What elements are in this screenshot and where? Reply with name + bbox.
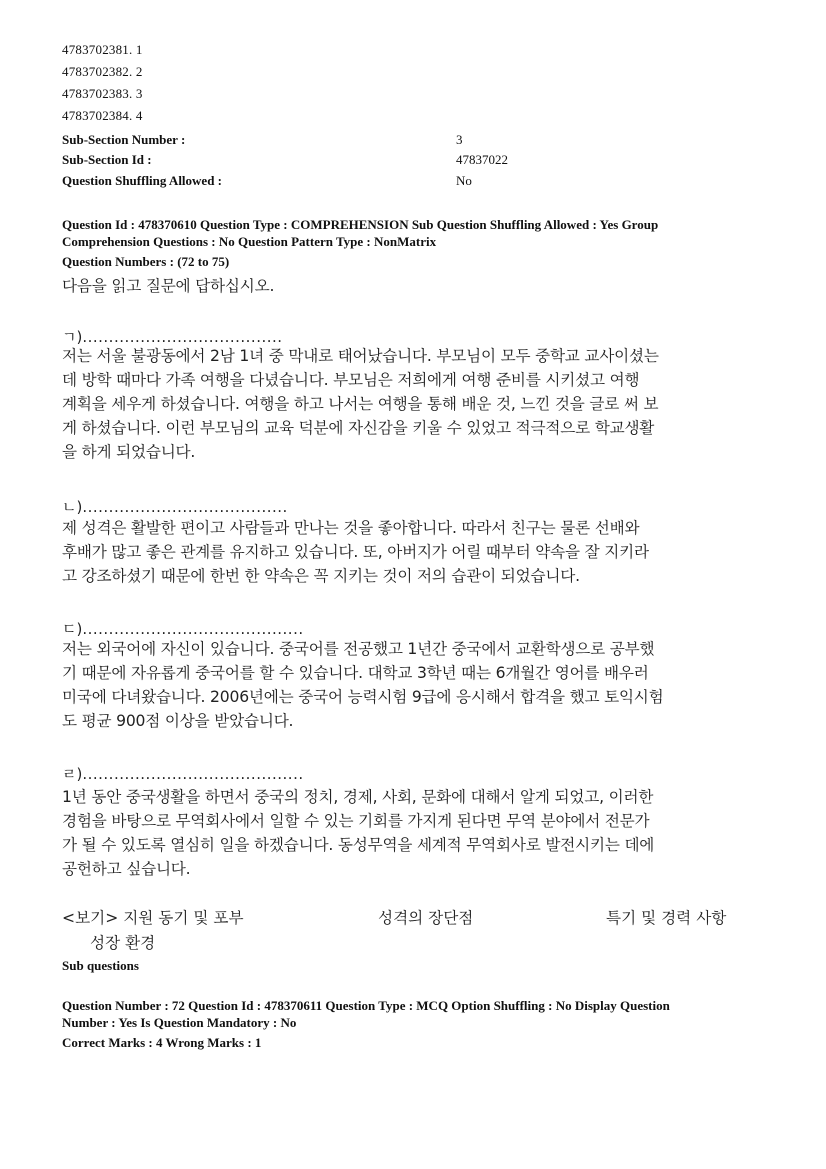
paragraph-line: 가 될 수 있도록 열심히 일을 하겠습니다. 동성무역을 세계적 무역회사로 발전시키는 데에 (62, 836, 655, 854)
subsection-number-row (62, 132, 762, 148)
section-marker-label: ㄷ) (62, 620, 83, 638)
question-shuffling-label: Question Shuffling Allowed : (62, 173, 223, 188)
paragraph-line: 을 하게 되었습니다. (62, 443, 196, 461)
option-item: 4783702381. 1 (62, 42, 143, 57)
question-header-line: Question Id : 478370610 Question Type : COMPREHENSION Sub Question Shuffling Allowed : Yes Group (62, 217, 659, 232)
section-marker-d (62, 763, 304, 784)
subsection-id-label: Sub-Section Id : (62, 152, 152, 167)
paragraph-line: 고 강조하셨기 때문에 한번 한 약속은 꼭 지키는 것이 저의 습관이 되었습니다. (62, 567, 580, 585)
question-header (62, 216, 772, 270)
section-paragraph-a (62, 344, 792, 464)
option-item: 4783702384. 4 (62, 108, 143, 123)
option-item: 4783702382. 2 (62, 64, 143, 79)
paragraph-line: 제 성격은 활발한 편이고 사람들과 만나는 것을 좋아합니다. 따라서 친구는 물론 선배와 (62, 519, 640, 537)
section-marker-c (62, 618, 304, 639)
paragraph-line: 경험을 바탕으로 무역회사에서 일할 수 있는 기회를 가지게 된다면 무역 분야에서 전문가 (62, 812, 650, 830)
paragraph-line: 데 방학 때마다 가족 여행을 다녔습니다. 부모님은 저희에게 여행 준비를 시키셨고 여행 (62, 371, 640, 389)
blank-dots: ...................................... (82, 328, 283, 346)
section-marker-label: ㄱ) (62, 328, 83, 346)
section-paragraph-b (62, 516, 792, 588)
blank-dots: .......................................... (82, 765, 304, 783)
paragraph-line: 후배가 많고 좋은 관계를 유지하고 있습니다. 또, 아버지가 어릴 때부터 약속을 잘 지키라 (62, 543, 649, 561)
paragraph-line: 미국에 다녀왔습니다. 2006년에는 중국어 능력시험 9급에 응시해서 합격을 했고 토익시험 (62, 688, 664, 706)
sub-question-header (62, 997, 772, 1051)
paragraph-line: 저는 외국어에 자신이 있습니다. 중국어를 전공했고 1년간 중국에서 교환학생으로 공부했 (62, 640, 655, 658)
marks-line: Correct Marks : 4 Wrong Marks : 1 (62, 1035, 262, 1050)
subsection-id-value: 47837022 (456, 152, 508, 167)
passage-instruction: 다음을 읽고 질문에 답하십시오. (62, 277, 275, 295)
subsection-id-row (62, 152, 762, 168)
question-numbers: Question Numbers : (72 to 75) (62, 254, 230, 269)
question-header-line: Comprehension Questions : No Question Pattern Type : NonMatrix (62, 234, 437, 249)
bogi-item-personality: 성격의 장단점 (378, 909, 474, 927)
bogi-item-growth: 성장 환경 (90, 934, 156, 952)
sub-question-line: Number : Yes Is Question Mandatory : No (62, 1015, 297, 1030)
paragraph-line: 공헌하고 싶습니다. (62, 860, 191, 878)
bogi-item-skills: 특기 및 경력 사항 (606, 909, 727, 927)
paragraph-line: 저는 서울 불광동에서 2남 1녀 중 막내로 태어났습니다. 부모님이 모두 중학교 교사이셨는 (62, 347, 659, 365)
section-marker-label: ㄴ) (62, 498, 83, 516)
paragraph-line: 도 평균 900점 이상을 받았습니다. (62, 712, 294, 730)
bogi-item-motivation: <보기> 지원 동기 및 포부 (62, 909, 244, 927)
blank-dots: .......................................... (82, 620, 304, 638)
sub-questions-label: Sub questions (62, 958, 139, 973)
subsection-number-label: Sub-Section Number : (62, 132, 186, 147)
subsection-number-value: 3 (456, 132, 463, 147)
section-marker-b (62, 496, 288, 517)
blank-dots: ....................................... (82, 498, 288, 516)
paragraph-line: 기 때문에 자유롭게 중국어를 할 수 있습니다. 대학교 3학년 때는 6개월간 영어를 배우러 (62, 664, 649, 682)
section-marker-label: ㄹ) (62, 765, 83, 783)
paragraph-line: 계획을 세우게 하셨습니다. 여행을 하고 나서는 여행을 통해 배운 것, 느낀 것을 글로 써 보 (62, 395, 659, 413)
option-item: 4783702383. 3 (62, 86, 143, 101)
sub-question-line: Question Number : 72 Question Id : 478370611 Question Type : MCQ Option Shuffling : No Display Question (62, 998, 670, 1013)
paragraph-line: 게 하셨습니다. 이런 부모님의 교육 덕분에 자신감을 키울 수 있었고 적극적으로 학교생활 (62, 419, 655, 437)
paragraph-line: 1년 동안 중국생활을 하면서 중국의 정치, 경제, 사회, 문화에 대해서 알게 되었고, 이러한 (62, 788, 654, 806)
section-paragraph-c (62, 637, 792, 733)
question-shuffling-row (62, 173, 762, 189)
question-shuffling-value: No (456, 173, 472, 188)
section-paragraph-d (62, 785, 792, 881)
